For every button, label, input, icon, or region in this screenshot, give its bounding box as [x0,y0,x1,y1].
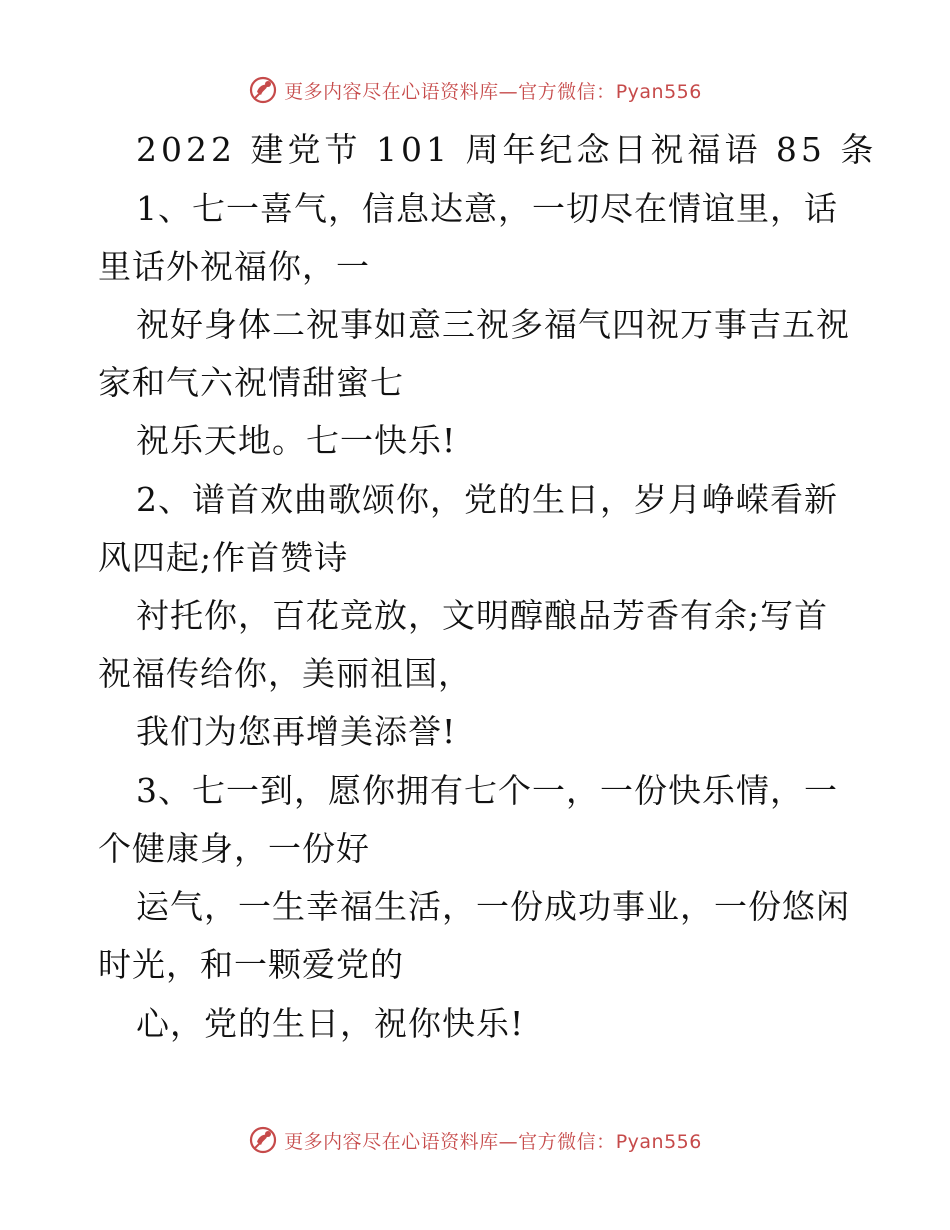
banner-wechat-label: 官方微信： [518,80,616,103]
banner-separator: — [498,1130,519,1153]
header-banner [0,70,950,110]
banner-text [284,1127,702,1154]
body-line: 祝福传给你，美丽祖国， [98,654,472,693]
banner-separator: — [498,80,519,103]
banner-text [284,77,702,104]
body-line: 个健康身，一份好 [98,829,370,868]
body-line: 里话外祝福你，一 [98,247,370,286]
body-line: 时光，和一颗爱党的 [98,945,404,984]
body-line: 风四起;作首赞诗 [98,538,349,577]
footer-banner [0,1120,950,1160]
banner-wechat-id: Pyan556 [615,80,702,103]
banner-site-text: 更多内容尽在心语资料库 [284,80,499,103]
body-line: 家和气六祝情甜蜜七 [98,363,404,402]
body-line: 祝好身体二祝事如意三祝多福气四祝万事吉五祝 [136,305,850,344]
body-line: 心，党的生日，祝你快乐! [136,1004,525,1043]
body-line: 3、七一到，愿你拥有七个一，一份快乐情，一 [136,771,838,810]
body-line: 2、谱首欢曲歌颂你，党的生日，岁月峥嵘看新 [136,480,838,519]
rose-pen-logo-icon [248,75,278,105]
body-line: 我们为您再增美添誉! [136,712,457,751]
document-title: 2022 建党节 101 周年纪念日祝福语 85 条 [136,130,878,169]
banner-site-text: 更多内容尽在心语资料库 [284,1130,499,1153]
body-line: 衬托你，百花竞放，文明醇酿品芳香有余;写首 [136,596,829,635]
banner-wechat-label: 官方微信： [518,1130,616,1153]
body-line: 1、七一喜气，信息达意，一切尽在情谊里，话 [136,189,838,228]
banner-wechat-id: Pyan556 [615,1130,702,1153]
body-line: 运气，一生幸福生活，一份成功事业，一份悠闲 [136,887,850,926]
rose-pen-logo-icon [248,1125,278,1155]
body-line: 祝乐天地。七一快乐! [136,421,457,460]
